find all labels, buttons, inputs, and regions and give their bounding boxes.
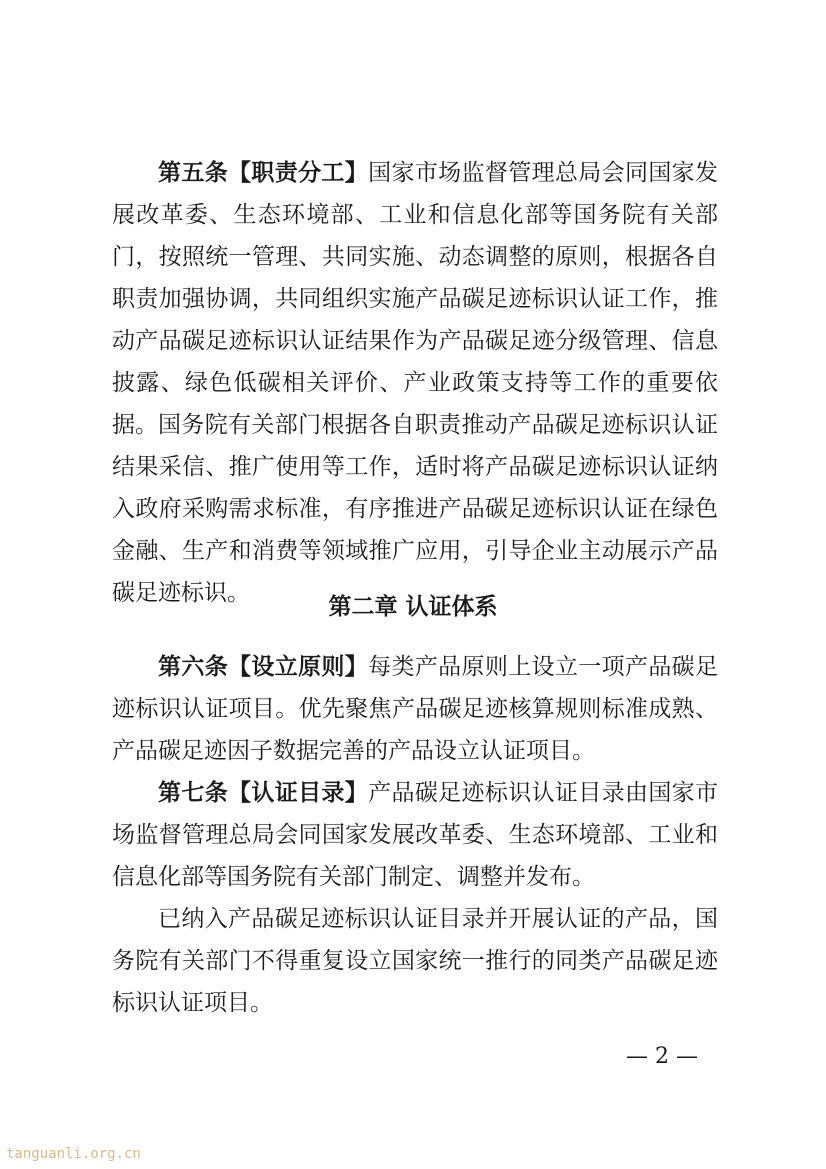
article-6-heading: 第六条【设立原则】 <box>158 654 369 680</box>
article-6-body: 每类产品原则上设立一项产品碳足迹标识认证项目。优先聚焦产品碳足迹核算规则标准成熟、产品碳足迹因子数据完善的产品设立认证项目。 <box>112 654 719 764</box>
article-5-heading: 第五条【职责分工】 <box>158 160 369 186</box>
paragraph-2: 国务院有关部门根据各自职责推动产品碳足迹标识认证结果采信、推广使用等工作，适时将产品碳足迹标识认证纳入政府采购需求标准，有序推进产品碳足迹标识认证在绿色金融、生产和消费等领域推广应用，引导企业主动展示产品碳足迹标识。 <box>112 412 718 606</box>
article-7-heading: 第七条【认证目录】 <box>158 780 369 806</box>
chapter-title: 第二章 认证体系 <box>328 594 498 620</box>
article-5-body: 国家市场监督管理总局会同国家发展改革委、生态环境部、工业和信息化部等国务院有关部门，按照统一管理、共同实施、动态调整的原则，根据各自职责加强协调，共同组织实施产品碳足迹标识认证工作，推动产品碳足迹标识认证结果作为产品碳足迹分级管理、信息披露、绿色低碳相关评价、产业政策支持等工作的重要依据。 <box>112 160 719 438</box>
article-6 <box>112 646 718 772</box>
paragraph-3: 已纳入产品碳足迹标识认证目录并开展认证的产品，国务院有关部门不得重复设立国家统一推行的同类产品碳足迹标识认证项目。 <box>112 906 718 1016</box>
article-5 <box>112 152 718 446</box>
watermark: tanguanli.org.cn <box>6 1146 141 1162</box>
article-7 <box>112 772 718 898</box>
article-7-body: 产品碳足迹标识认证目录由国家市场监督管理总局会同国家发展改革委、生态环境部、工业和信息化部等国务院有关部门制定、调整并发布。 <box>112 780 719 890</box>
page-number: — 2 — <box>626 1044 698 1069</box>
